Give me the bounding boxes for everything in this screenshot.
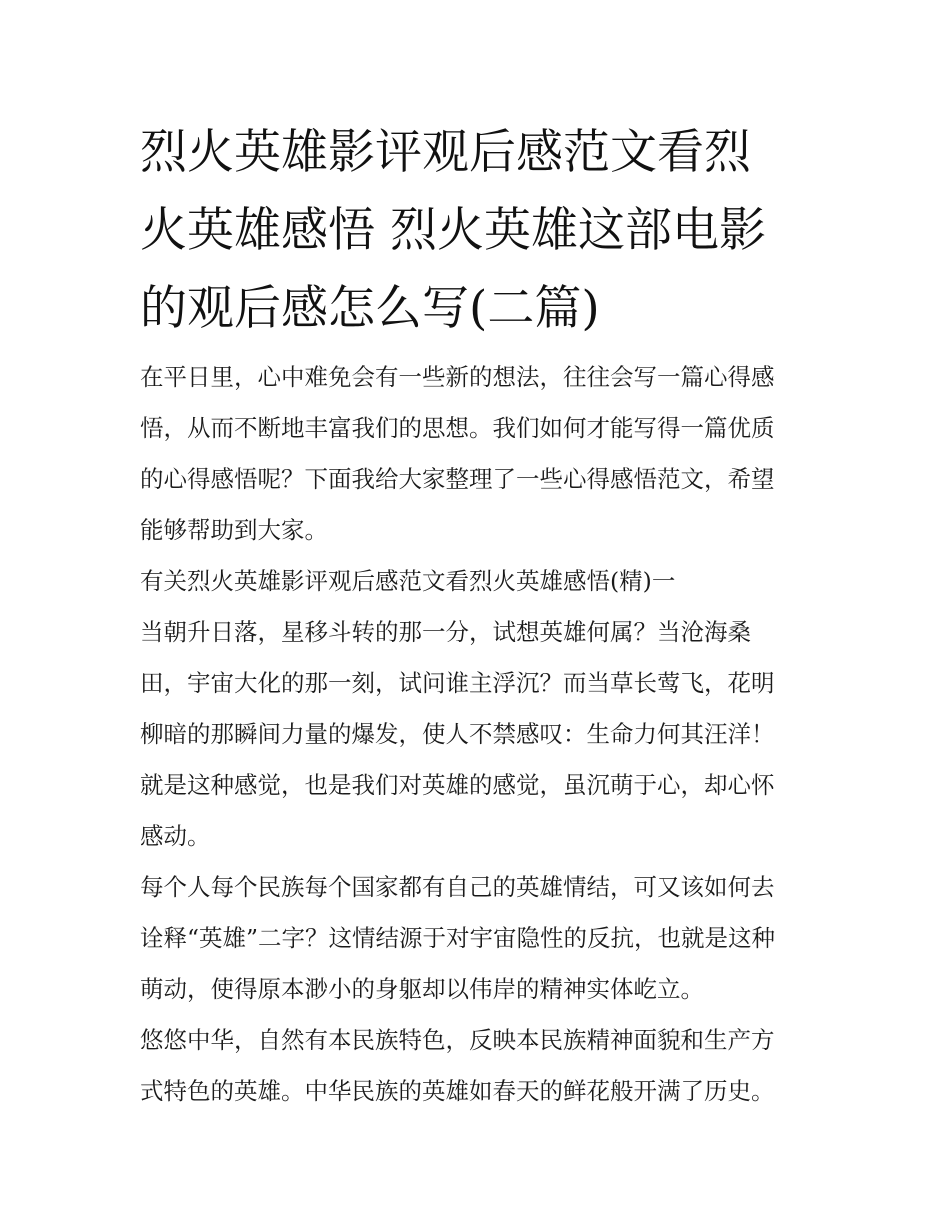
paragraph-1 (140, 607, 830, 862)
paragraph-2 (140, 862, 830, 1015)
text-line: 就是这种感觉，也是我们对英雄的感觉，虽沉萌于心，却心怀 (140, 771, 775, 799)
paragraph-intro (140, 352, 830, 556)
text-line: 田，宇宙大化的那一刻，试问谁主浮沉？而当草长莺飞，花明 (140, 669, 775, 697)
title-line: 烈火英雄影评观后感范文看烈 (140, 125, 751, 180)
text-line: 当朝升日落，星移斗转的那一分，试想英雄何属？当沧海桑 (140, 618, 751, 646)
text-line: 式特色的英雄。中华民族的英雄如春天的鲜花般开满了历史。 (140, 1077, 775, 1105)
text-line: 诠释“英雄”二字？这情结源于对宇宙隐性的反抗，也就是这种 (140, 924, 776, 952)
text-line: 有关烈火英雄影评观后感范文看烈火英雄感悟(精)一 (140, 567, 676, 595)
document-body (140, 352, 830, 1117)
text-line: 柳暗的那瞬间力量的爆发，使人不禁感叹：生命力何其汪洋！ (140, 720, 775, 748)
text-line: 悟，从而不断地丰富我们的思想。我们如何才能写得一篇优质 (140, 414, 775, 442)
text-line: 能够帮助到大家。 (140, 516, 328, 544)
text-line: 萌动，使得原本渺小的身躯却以伟岸的精神实体屹立。 (140, 975, 704, 1003)
text-line: 悠悠中华，自然有本民族特色，反映本民族精神面貌和生产方 (140, 1026, 775, 1054)
paragraph-3 (140, 1015, 830, 1117)
text-line: 感动。 (140, 822, 211, 850)
text-line: 在平日里，心中难免会有一些新的想法，往往会写一篇心得感 (140, 363, 775, 391)
section-heading (140, 556, 830, 607)
text-line: 的心得感悟呢？下面我给大家整理了一些心得感悟范文，希望 (140, 465, 775, 493)
text-line: 每个人每个民族每个国家都有自己的英雄情结，可又该如何去 (140, 873, 775, 901)
document-title (140, 114, 820, 348)
title-line: 火英雄感悟 烈火英雄这部电影 (140, 203, 766, 258)
title-line: 的观后感怎么写(二篇) (140, 281, 600, 336)
